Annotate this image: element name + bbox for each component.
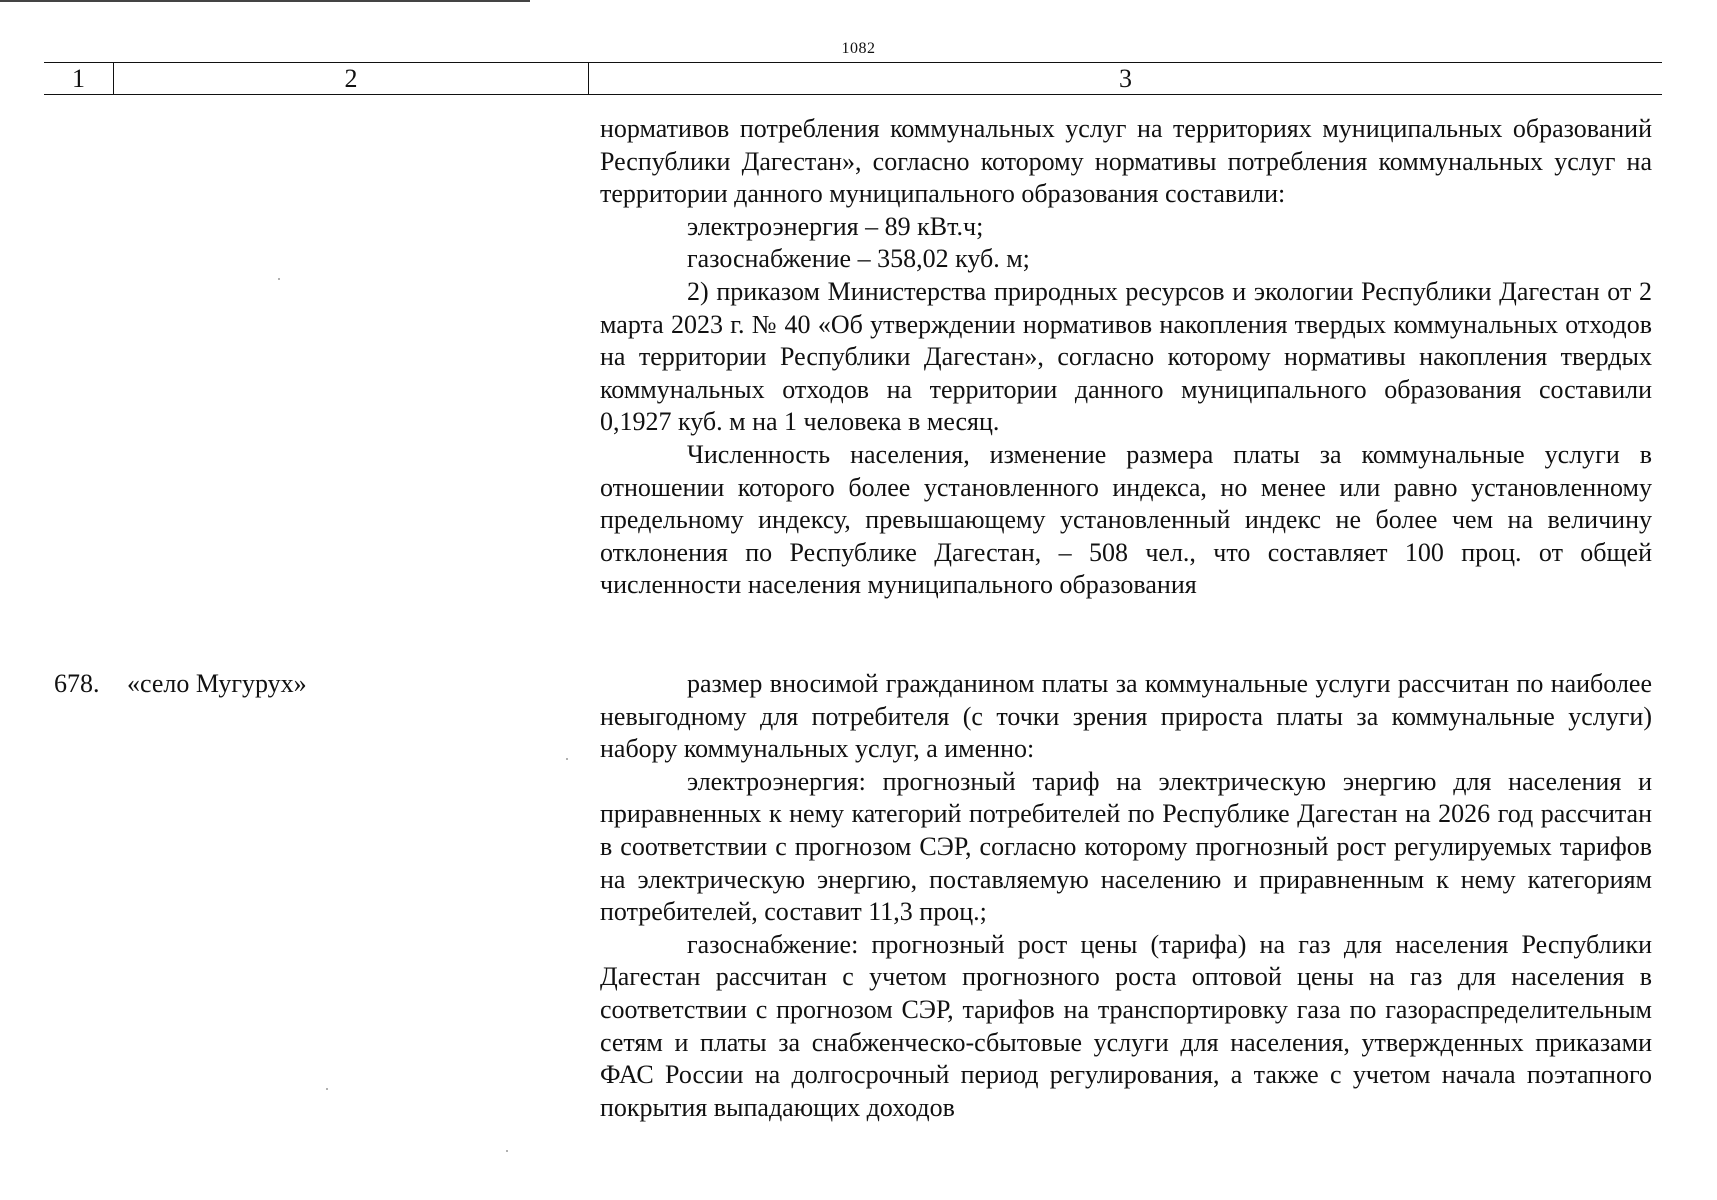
entry-name: «село Мугурух» bbox=[127, 669, 307, 698]
previous-entry-text bbox=[600, 113, 1652, 602]
column-header-2: 2 bbox=[114, 63, 589, 94]
paragraph: 2) приказом Министерства природных ресурсов и экологии Республики Дагестан от 2 марта 2023 г. № 40 «Об утверждении нормативов накопления твердых коммунальных отходов на территории Республики Дагестан», согласно которому нормативы накопления твердых коммунальных отходов на территории данного муниципального образования составили 0,1927 куб. м на 1 человека в месяц. bbox=[600, 276, 1652, 437]
scan-speck bbox=[326, 1088, 328, 1090]
scan-speck bbox=[506, 1150, 508, 1152]
paragraph: газоснабжение – 358,02 куб. м; bbox=[687, 244, 1030, 274]
scan-speck bbox=[278, 278, 280, 280]
page-number: 1082 bbox=[841, 40, 876, 57]
entry-678-text bbox=[600, 668, 1652, 1124]
paragraph: газоснабжение: прогнозный рост цены (тарифа) на газ для населения Республики Дагестан рассчитан с учетом прогнозного роста оптовой цены на газ для населения в соответствии с прогнозом СЭР, тарифов на транспортировку газа по газораспределительным сетям и платы за снабженческо-сбытовые услуги для населения, утвержденных приказами ФАС России на долгосрочный период регулирования, а также с учетом начала поэтапного покрытия выпадающих доходов bbox=[600, 929, 1652, 1122]
column-header-1: 1 bbox=[44, 63, 114, 94]
column-header-row bbox=[44, 62, 1662, 95]
paragraph: нормативов потребления коммунальных услуг на территориях муниципальных образований Республики Дагестан», согласно которому нормативы потребления коммунальных услуг на территории данного муниципального образования составили: bbox=[600, 114, 1652, 209]
column-header-3: 3 bbox=[1119, 63, 1132, 93]
paragraph: Численность населения, изменение размера платы за коммунальные услуги в отношении которого более установленного индекса, но менее или равно установленному предельному индексу, превышающему установленный индекс не более чем на величину отклонения по Республике Дагестан, – 508 чел., что составляет 100 проц. от общей численности населения муниципального образования bbox=[600, 439, 1652, 600]
paragraph: размер вносимой гражданином платы за коммунальные услуги рассчитан по наиболее невыгодному для потребителя (с точки зрения прироста платы за коммунальные услуги) набору коммунальных услуг, а именно: bbox=[600, 669, 1652, 764]
scan-speck bbox=[566, 758, 568, 760]
scan-edge-line bbox=[0, 0, 530, 2]
paragraph: электроэнергия – 89 кВт.ч; bbox=[687, 211, 984, 241]
entry-number: 678. bbox=[54, 669, 100, 698]
paragraph: электроэнергия: прогнозный тариф на электрическую энергию для населения и приравненных к нему категорий потребителей по Республике Дагестан на 2026 год рассчитан в соответствии с прогнозом СЭР, согласно которому прогнозный рост регулируемых тарифов на электрическую энергию, поставляемую населению и приравненным к нему категориям потребителей, составит 11,3 проц.; bbox=[600, 766, 1652, 927]
